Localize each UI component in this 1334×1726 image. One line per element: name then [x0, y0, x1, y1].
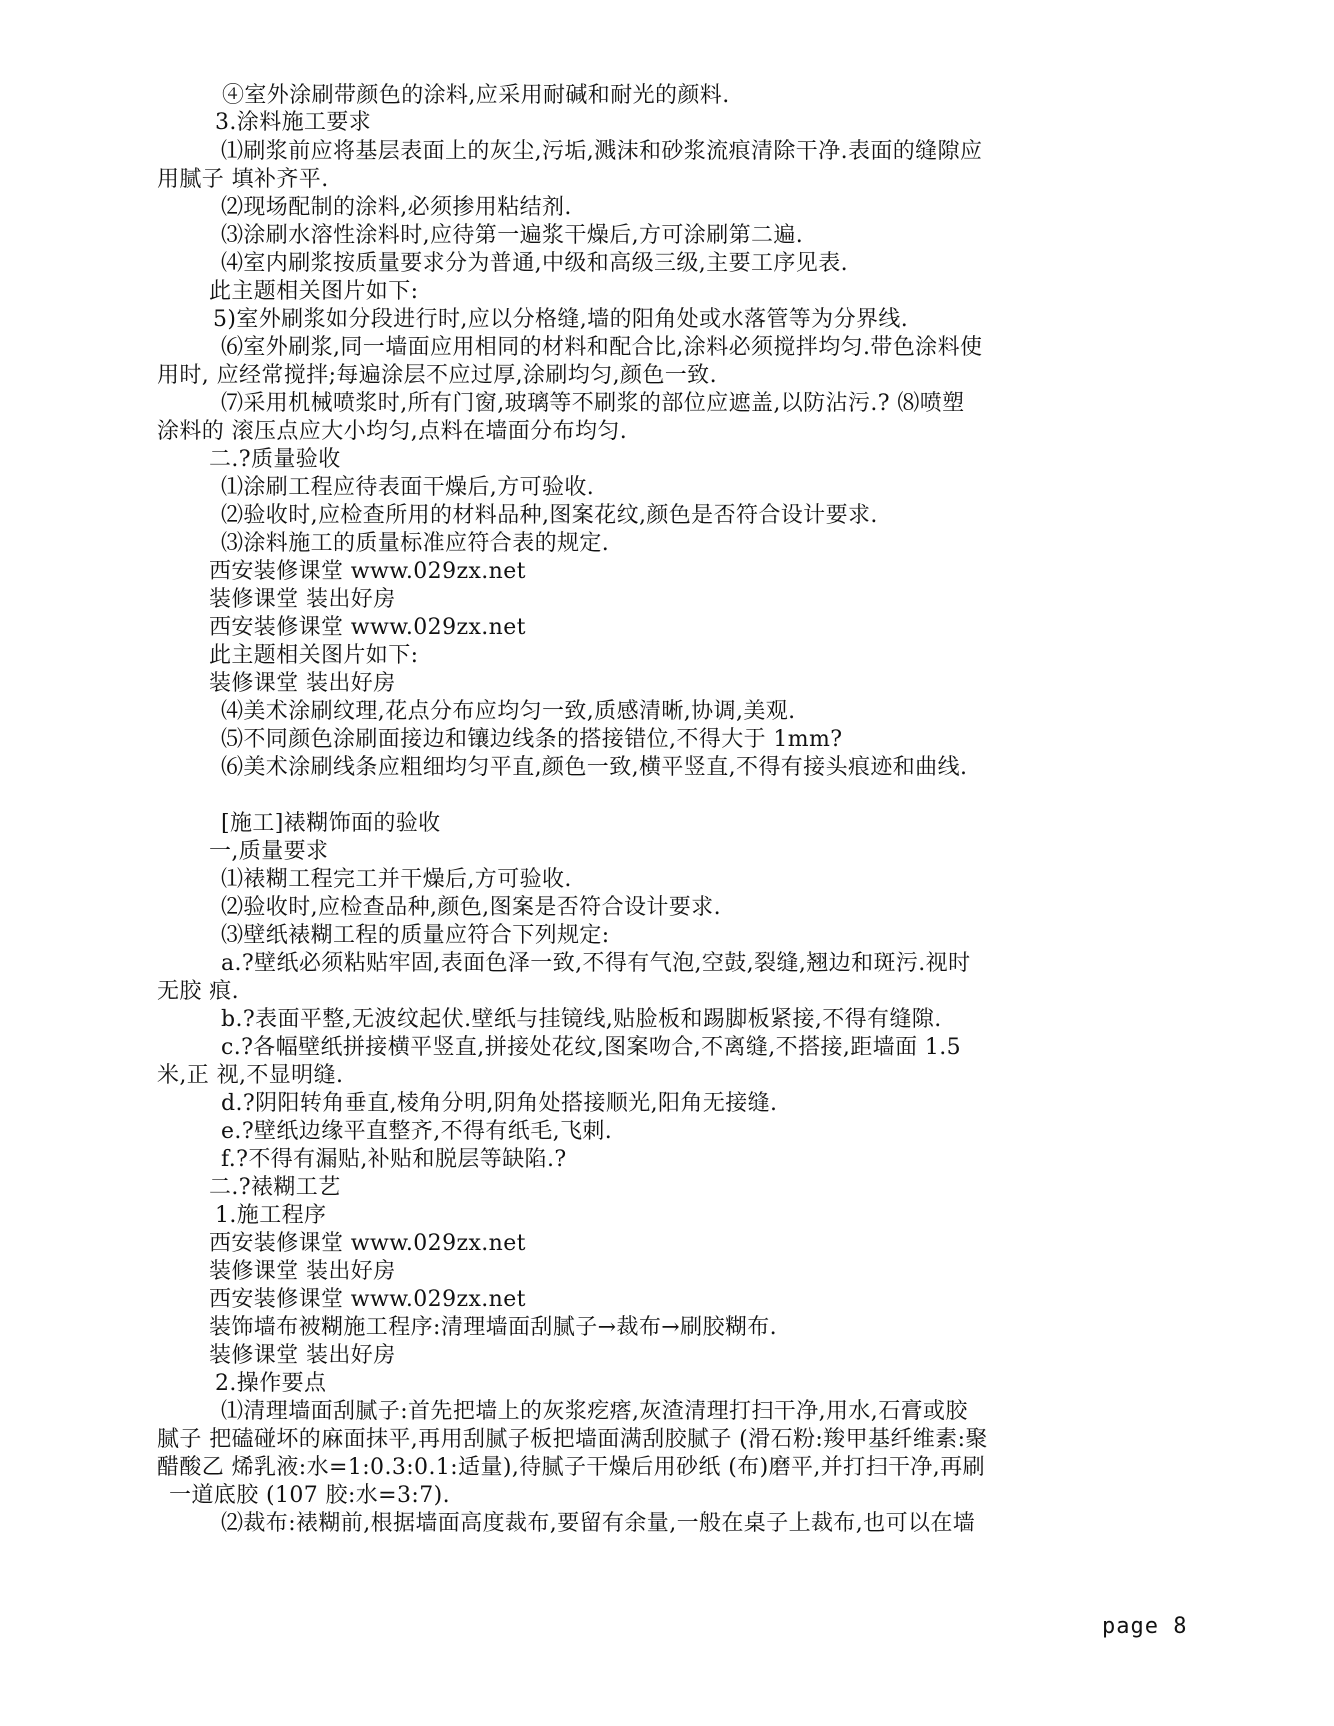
- text-line: ⑴涂刷工程应待表面干燥后,方可验收.: [221, 475, 595, 500]
- text-line: 5)室外刷浆如分段进行时,应以分格缝,墙的阳角处或水落管等为分界线.: [213, 307, 909, 332]
- text-line: ⑺采用机械喷浆时,所有门窗,玻璃等不刷浆的部位应遮盖,以防沾污.? ⑻喷塑: [221, 391, 965, 416]
- text-line: 1.施工程序: [215, 1203, 327, 1228]
- text-line: 用腻子 填补齐平.: [157, 167, 329, 192]
- text-line: ⑴裱糊工程完工并干燥后,方可验收.: [221, 867, 572, 892]
- text-line: ⑹室外刷浆,同一墙面应用相同的材料和配合比,涂料必须搅拌均匀.带色涂料使: [221, 335, 983, 360]
- text-line: ⑵验收时,应检查品种,颜色,图案是否符合设计要求.: [221, 895, 721, 920]
- text-line: 米,正 视,不显明缝.: [157, 1063, 344, 1088]
- text-line: 此主题相关图片如下:: [209, 643, 419, 668]
- text-line: d.?阴阳转角垂直,棱角分明,阴角处搭接顺光,阳角无接缝.: [221, 1091, 778, 1116]
- text-line: 西安装修课堂 www.029zx.net: [209, 559, 526, 584]
- text-line: b.?表面平整,无波纹起伏.壁纸与挂镜线,贴脸板和踢脚板紧接,不得有缝隙.: [221, 1007, 942, 1032]
- page-number: page 8: [1102, 1614, 1188, 1639]
- section-heading: [施工]裱糊饰面的验收: [221, 811, 441, 836]
- text-line: 装饰墙布被糊施工程序:清理墙面刮腻子→裁布→刷胶糊布.: [209, 1315, 778, 1340]
- text-line: ⑶涂料施工的质量标准应符合表的规定.: [221, 531, 610, 556]
- text-line: 装修课堂 装出好房: [209, 1259, 396, 1284]
- text-line: ⑸不同颜色涂刷面接边和镶边线条的搭接错位,不得大于 1mm?: [221, 727, 843, 752]
- text-line: 西安装修课堂 www.029zx.net: [209, 1231, 526, 1256]
- text-line: ⑷美术涂刷纹理,花点分布应均匀一致,质感清晰,协调,美观.: [221, 699, 796, 724]
- text-line: 此主题相关图片如下:: [209, 279, 419, 304]
- text-line: 西安装修课堂 www.029zx.net: [209, 615, 526, 640]
- text-line: ⑵验收时,应检查所用的材料品种,图案花纹,颜色是否符合设计要求.: [221, 503, 878, 528]
- text-line: 装修课堂 装出好房: [209, 587, 396, 612]
- text-line: 二.?裱糊工艺: [209, 1175, 341, 1200]
- text-line: 3.涂料施工要求: [215, 110, 372, 135]
- text-line: 装修课堂 装出好房: [209, 1343, 396, 1368]
- text-line: 二.?质量验收: [209, 447, 341, 472]
- text-line: 装修课堂 装出好房: [209, 671, 396, 696]
- text-line: ⑷室内刷浆按质量要求分为普通,中级和高级三级,主要工序见表.: [221, 251, 848, 276]
- text-line: 用时, 应经常搅拌;每遍涂层不应过厚,涂刷均匀,颜色一致.: [157, 363, 717, 388]
- text-line: ④室外涂刷带颜色的涂料,应采用耐碱和耐光的颜料.: [222, 83, 730, 108]
- text-line: 西安装修课堂 www.029zx.net: [209, 1287, 526, 1312]
- text-line: 腻子 把磕碰坏的麻面抹平,再用刮腻子板把墙面满刮胶腻子 (滑石粉:羧甲基纤维素:聚: [157, 1427, 988, 1452]
- text-line: ⑶壁纸裱糊工程的质量应符合下列规定:: [221, 923, 610, 948]
- text-line: 一道底胶 (107 胶:水=3:7).: [169, 1483, 450, 1508]
- text-line: 涂料的 滚压点应大小均匀,点料在墙面分布均匀.: [157, 419, 628, 444]
- text-line: ⑴清理墙面刮腻子:首先把墙上的灰浆疙瘩,灰渣清理打扫干净,用水,石膏或胶: [221, 1399, 968, 1424]
- text-line: 无胶 痕.: [157, 979, 239, 1004]
- text-line: c.?各幅壁纸拼接横平竖直,拼接处花纹,图案吻合,不离缝,不搭接,距墙面 1.5: [221, 1035, 962, 1060]
- text-line: 2.操作要点: [215, 1371, 327, 1396]
- text-line: ⑵现场配制的涂料,必须掺用粘结剂.: [221, 195, 572, 220]
- text-line: 一,质量要求: [209, 839, 329, 864]
- text-line: a.?壁纸必须粘贴牢固,表面色泽一致,不得有气泡,空鼓,裂缝,翘边和斑污.视时: [221, 951, 971, 976]
- text-line: ⑶涂刷水溶性涂料时,应待第一遍浆干燥后,方可涂刷第二遍.: [221, 223, 804, 248]
- text-line: e.?壁纸边缘平直整齐,不得有纸毛,飞刺.: [221, 1119, 613, 1144]
- text-line: ⑹美术涂刷线条应粗细均匀平直,颜色一致,横平竖直,不得有接头痕迹和曲线.: [221, 755, 968, 780]
- text-line: ⑵裁布:裱糊前,根据墙面高度裁布,要留有余量,一般在桌子上裁布,也可以在墙: [221, 1511, 976, 1536]
- text-line: 醋酸乙 烯乳液:水=1:0.3:0.1:适量),待腻子干燥后用砂纸 (布)磨平,并打扫干净,再刷: [157, 1455, 985, 1480]
- text-line: ⑴刷浆前应将基层表面上的灰尘,污垢,溅沫和砂浆流痕清除干净.表面的缝隙应: [221, 139, 983, 164]
- text-line: f.?不得有漏贴,补贴和脱层等缺陷.?: [221, 1147, 567, 1172]
